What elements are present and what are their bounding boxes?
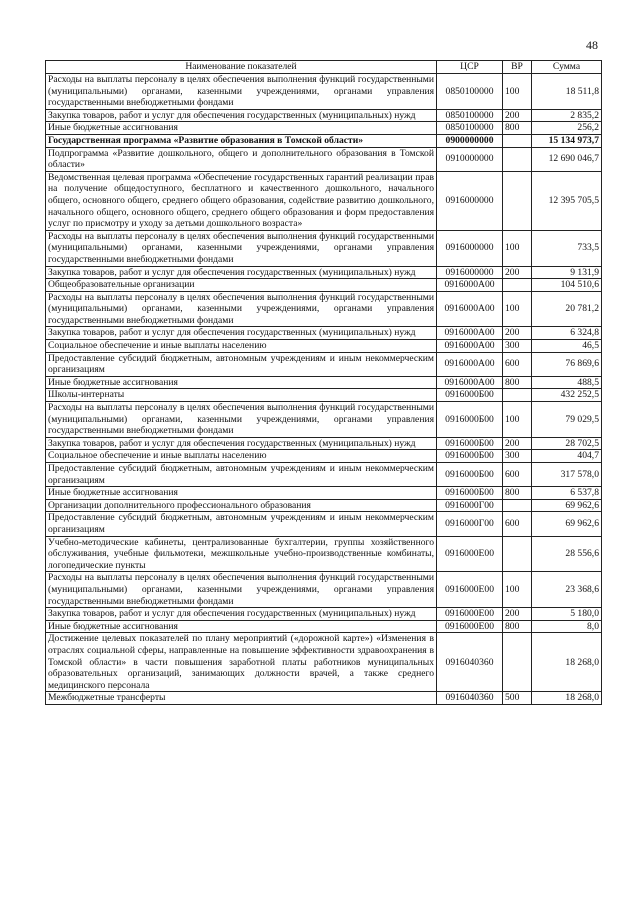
row-sum: 18 268,0	[532, 633, 602, 692]
row-name: Расходы на выплаты персоналу в целях обеспечения выполнения функций государственными (муниципальными) органами, казенными учреждениями, органами управления государственными внебюджетными фондами	[46, 74, 437, 110]
row-sum: 488,5	[532, 376, 602, 389]
row-sum: 18 268,0	[532, 692, 602, 705]
row-name: Закупка товаров, работ и услуг для обеспечения государственных (муниципальных) нужд	[46, 109, 437, 122]
row-name: Закупка товаров, работ и услуг для обеспечения государственных (муниципальных) нужд	[46, 608, 437, 621]
row-sum: 28 556,6	[532, 536, 602, 572]
row-name: Предоставление субсидий бюджетным, автономным учреждениям и иным некоммерческим организациям	[46, 463, 437, 487]
table-header-row	[46, 61, 602, 74]
row-vr: 100	[503, 291, 532, 327]
row-vr	[503, 171, 532, 230]
row-vr: 300	[503, 340, 532, 353]
row-csr: 0850100000	[437, 74, 503, 110]
row-csr: 0916040360	[437, 692, 503, 705]
header-sum: Сумма	[532, 61, 602, 74]
row-vr	[503, 134, 532, 147]
row-name: Закупка товаров, работ и услуг для обеспечения государственных (муниципальных) нужд	[46, 437, 437, 450]
row-vr: 600	[503, 463, 532, 487]
row-name: Общеобразовательные организации	[46, 279, 437, 292]
row-sum: 23 368,6	[532, 572, 602, 608]
row-name: Учебно-методические кабинеты, централизованные бухгалтерии, группы хозяйственного обслуживания, учебные фильмотеки, межшкольные учебно-производственные комбинаты, логопедические пункты	[46, 536, 437, 572]
row-vr: 500	[503, 692, 532, 705]
row-sum: 76 869,6	[532, 352, 602, 376]
row-csr: 0916000Б00	[437, 437, 503, 450]
row-csr: 0916000Е00	[437, 608, 503, 621]
table-row	[46, 692, 602, 705]
table-row	[46, 450, 602, 463]
row-csr: 0916000Е00	[437, 620, 503, 633]
row-name: Иные бюджетные ассигнования	[46, 620, 437, 633]
row-vr: 200	[503, 327, 532, 340]
row-name: Иные бюджетные ассигнования	[46, 487, 437, 500]
row-csr: 0916000Г00	[437, 512, 503, 536]
table-row	[46, 499, 602, 512]
row-csr: 0916000000	[437, 266, 503, 279]
row-csr: 0916000А00	[437, 291, 503, 327]
row-name: Подпрограмма «Развитие дошкольного, общего и дополнительного образования в Томской области»	[46, 147, 437, 171]
row-csr: 0916000Б00	[437, 463, 503, 487]
row-csr: 0916000Г00	[437, 499, 503, 512]
row-name: Предоставление субсидий бюджетным, автономным учреждениям и иным некоммерческим организациям	[46, 512, 437, 536]
table-row	[46, 487, 602, 500]
row-sum: 2 835,2	[532, 109, 602, 122]
row-csr: 0916000А00	[437, 327, 503, 340]
row-name: Достижение целевых показателей по плану мероприятий («дорожной карте») «Изменения в отраслях социальной сферы, направленные на повышение эффективности здравоохранения в Томской области» в части повышения заработной платы работников муниципальных образовательных организаций, занимающих должности врачей, а также среднего медицинского персонала	[46, 633, 437, 692]
row-vr: 100	[503, 572, 532, 608]
row-csr: 0916000000	[437, 230, 503, 266]
table-row	[46, 122, 602, 135]
table-row	[46, 279, 602, 292]
row-vr	[503, 147, 532, 171]
table-row	[46, 437, 602, 450]
row-csr: 0910000000	[437, 147, 503, 171]
row-name: Организации дополнительного профессионального образования	[46, 499, 437, 512]
table-row	[46, 572, 602, 608]
table-body	[46, 74, 602, 705]
table-row	[46, 633, 602, 692]
row-vr: 800	[503, 487, 532, 500]
row-csr: 0850100000	[437, 109, 503, 122]
row-sum: 46,5	[532, 340, 602, 353]
row-csr: 0916000А00	[437, 340, 503, 353]
budget-table	[45, 60, 602, 705]
row-name: Школы-интернаты	[46, 389, 437, 402]
row-name: Расходы на выплаты персоналу в целях обеспечения выполнения функций государственными (муниципальными) органами, казенными учреждениями, органами управления государственными внебюджетными фондами	[46, 291, 437, 327]
table-row	[46, 402, 602, 438]
row-vr: 100	[503, 230, 532, 266]
table-row	[46, 230, 602, 266]
row-name: Закупка товаров, работ и услуг для обеспечения государственных (муниципальных) нужд	[46, 327, 437, 340]
row-name: Межбюджетные трансферты	[46, 692, 437, 705]
row-csr: 0916000Б00	[437, 487, 503, 500]
table-row	[46, 327, 602, 340]
table-row	[46, 340, 602, 353]
row-vr	[503, 279, 532, 292]
row-sum: 79 029,5	[532, 402, 602, 438]
row-csr: 0916000Е00	[437, 572, 503, 608]
row-vr: 800	[503, 620, 532, 633]
row-name: Расходы на выплаты персоналу в целях обеспечения выполнения функций государственными (муниципальными) органами, казенными учреждениями, органами управления государственными внебюджетными фондами	[46, 402, 437, 438]
row-vr	[503, 389, 532, 402]
row-sum: 9 131,9	[532, 266, 602, 279]
row-name: Ведомственная целевая программа «Обеспечение государственных гарантий реализации прав на получение общедоступного, бесплатного и качественного дошкольного, начального общего, основного общего, среднего общего образования, содействие развитию дошкольного, начального общего, основного общего, среднего общего образования и форм предоставления услуг по присмотру и уходу за детьми дошкольного возраста»	[46, 171, 437, 230]
table-row	[46, 134, 602, 147]
row-sum: 15 134 973,7	[532, 134, 602, 147]
table-row	[46, 74, 602, 110]
row-vr	[503, 633, 532, 692]
row-csr: 0916000Б00	[437, 402, 503, 438]
row-sum: 28 702,5	[532, 437, 602, 450]
row-name: Социальное обеспечение и иные выплаты населению	[46, 340, 437, 353]
header-vr: ВР	[503, 61, 532, 74]
table-row	[46, 109, 602, 122]
row-name: Предоставление субсидий бюджетным, автономным учреждениям и иным некоммерческим организациям	[46, 352, 437, 376]
row-sum: 6 324,8	[532, 327, 602, 340]
table-row	[46, 376, 602, 389]
row-sum: 69 962,6	[532, 512, 602, 536]
row-csr: 0916000А00	[437, 279, 503, 292]
row-csr: 0916000А00	[437, 376, 503, 389]
table-row	[46, 147, 602, 171]
row-vr: 200	[503, 437, 532, 450]
row-csr: 0916000Е00	[437, 536, 503, 572]
row-vr	[503, 536, 532, 572]
row-vr: 600	[503, 512, 532, 536]
row-sum: 256,2	[532, 122, 602, 135]
table-row	[46, 291, 602, 327]
page-number: 48	[586, 38, 598, 52]
row-sum: 12 690 046,7	[532, 147, 602, 171]
row-sum: 18 511,8	[532, 74, 602, 110]
row-vr: 200	[503, 608, 532, 621]
row-csr: 0900000000	[437, 134, 503, 147]
row-vr: 200	[503, 109, 532, 122]
row-sum: 20 781,2	[532, 291, 602, 327]
row-vr: 100	[503, 74, 532, 110]
table-row	[46, 266, 602, 279]
row-vr: 300	[503, 450, 532, 463]
row-csr: 0916000Б00	[437, 389, 503, 402]
row-vr: 800	[503, 122, 532, 135]
row-name: Иные бюджетные ассигнования	[46, 376, 437, 389]
row-csr: 0916000000	[437, 171, 503, 230]
row-sum: 5 180,0	[532, 608, 602, 621]
row-sum: 69 962,6	[532, 499, 602, 512]
row-sum: 6 537,8	[532, 487, 602, 500]
table-row	[46, 620, 602, 633]
row-vr: 100	[503, 402, 532, 438]
row-vr: 800	[503, 376, 532, 389]
row-vr: 600	[503, 352, 532, 376]
row-vr: 200	[503, 266, 532, 279]
header-name: Наименование показателей	[46, 61, 437, 74]
row-name: Расходы на выплаты персоналу в целях обеспечения выполнения функций государственными (муниципальными) органами, казенными учреждениями, органами управления государственными внебюджетными фондами	[46, 230, 437, 266]
row-sum: 12 395 705,5	[532, 171, 602, 230]
table-row	[46, 463, 602, 487]
row-csr: 0916000А00	[437, 352, 503, 376]
table-row	[46, 536, 602, 572]
table-row	[46, 352, 602, 376]
row-csr: 0916040360	[437, 633, 503, 692]
row-name: Государственная программа «Развитие образования в Томской области»	[46, 134, 437, 147]
table-row	[46, 512, 602, 536]
row-csr: 0916000Б00	[437, 450, 503, 463]
row-name: Расходы на выплаты персоналу в целях обеспечения выполнения функций государственными (муниципальными) органами, казенными учреждениями, органами управления государственными внебюджетными фондами	[46, 572, 437, 608]
table-row	[46, 608, 602, 621]
row-sum: 733,5	[532, 230, 602, 266]
row-sum: 317 578,0	[532, 463, 602, 487]
table-row	[46, 171, 602, 230]
header-csr: ЦСР	[437, 61, 503, 74]
row-sum: 432 252,5	[532, 389, 602, 402]
row-csr: 0850100000	[437, 122, 503, 135]
row-name: Иные бюджетные ассигнования	[46, 122, 437, 135]
row-sum: 8,0	[532, 620, 602, 633]
table-row	[46, 389, 602, 402]
row-sum: 404,7	[532, 450, 602, 463]
row-name: Закупка товаров, работ и услуг для обеспечения государственных (муниципальных) нужд	[46, 266, 437, 279]
row-vr	[503, 499, 532, 512]
row-sum: 104 510,6	[532, 279, 602, 292]
row-name: Социальное обеспечение и иные выплаты населению	[46, 450, 437, 463]
